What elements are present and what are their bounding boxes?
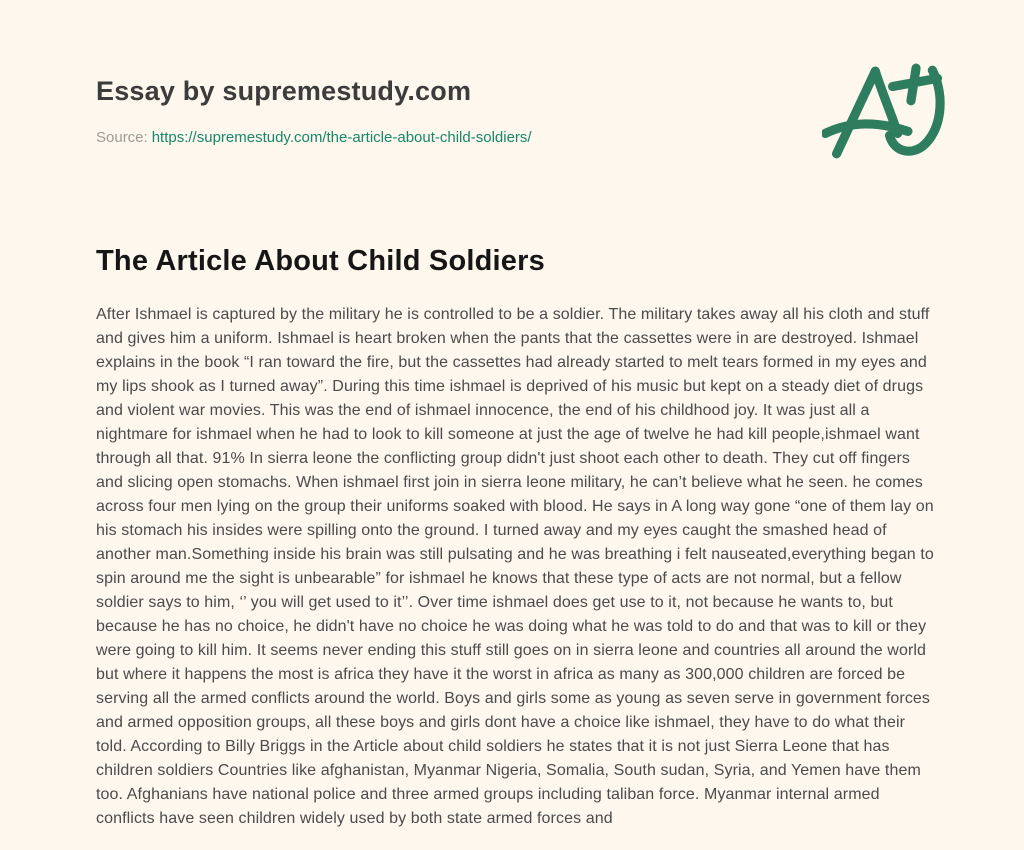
page-header (96, 76, 930, 146)
article-title: The Article About Child Soldiers (96, 245, 545, 277)
source-label: Source: (96, 129, 148, 146)
article-body-text: After Ishmael is captured by the military he is controlled to be a soldier. The military takes away all his cloth and stuff and gives him a uniform. Ishmael is heart broken when the pants that the cassettes were in are destroyed. Ishmael explains in the book “I ran toward the fire, but the cassettes had already started to melt tears formed in my eyes and my lips shook as I turned away”. During this time ishmael is deprived of his music but kept on a steady diet of drugs and violent war movies. This was the end of ishmael innocence, the end of his childhood joy. It was just all a nightmare for ishmael when he had to look to kill someone at just the age of twelve he had kill people,ishmael want through all that. 91% In sierra leone the conflicting group didn't just shoot each other to death. They cut off fingers and slicing open stomachs. When ishmael first join in sierra leone military, he can’t believe what he seen. he comes across four men lying on the group their uniforms soaked with blood. He says in A long way gone “one of them lay on his stomach his insides were spilling onto the ground. I turned away and my eyes caught the smashed head of another man.Something inside his brain was still pulsating and he was breathing i felt nauseated,everything began to spin around me the sight is unbearable” for ishmael he knows that these type of acts are not normal, but a fellow soldier says to him, ‘’ you will get used to it’’. Over time ishmael does get use to it, not because he wants to, but because he has no choice, he didn't have no choice he was doing what he was told to do and that was to kill or they were going to kill him. It seems never ending this stuff still goes on in sierra leone and countries all around the world but where it happens the most is africa they have it the worst in africa as many as 300,000 children are forced be serving all the armed conflicts around the world. Boys and girls some as young as seven serve in government forces and armed opposition groups, all these boys and girls dont have a choice like ishmael, they have to do what their told. According to Billy Briggs in the Article about child soldiers he states that it is not just Sierra Leone that has children soldiers Countries like afghanistan, Myanmar Nigeria, Somalia, South sudan, Syria, and Yemen have them too. Afghanians have national police and three armed groups including taliban force. Myanmar internal armed conflicts have seen children widely used by both state armed forces and (96, 306, 934, 827)
a-plus-logo-icon (822, 60, 950, 166)
source-line (96, 129, 930, 146)
site-heading: Essay by supremestudy.com (96, 76, 472, 106)
source-url-link[interactable]: https://supremestudy.com/the-article-about-child-soldiers/ (151, 129, 532, 146)
